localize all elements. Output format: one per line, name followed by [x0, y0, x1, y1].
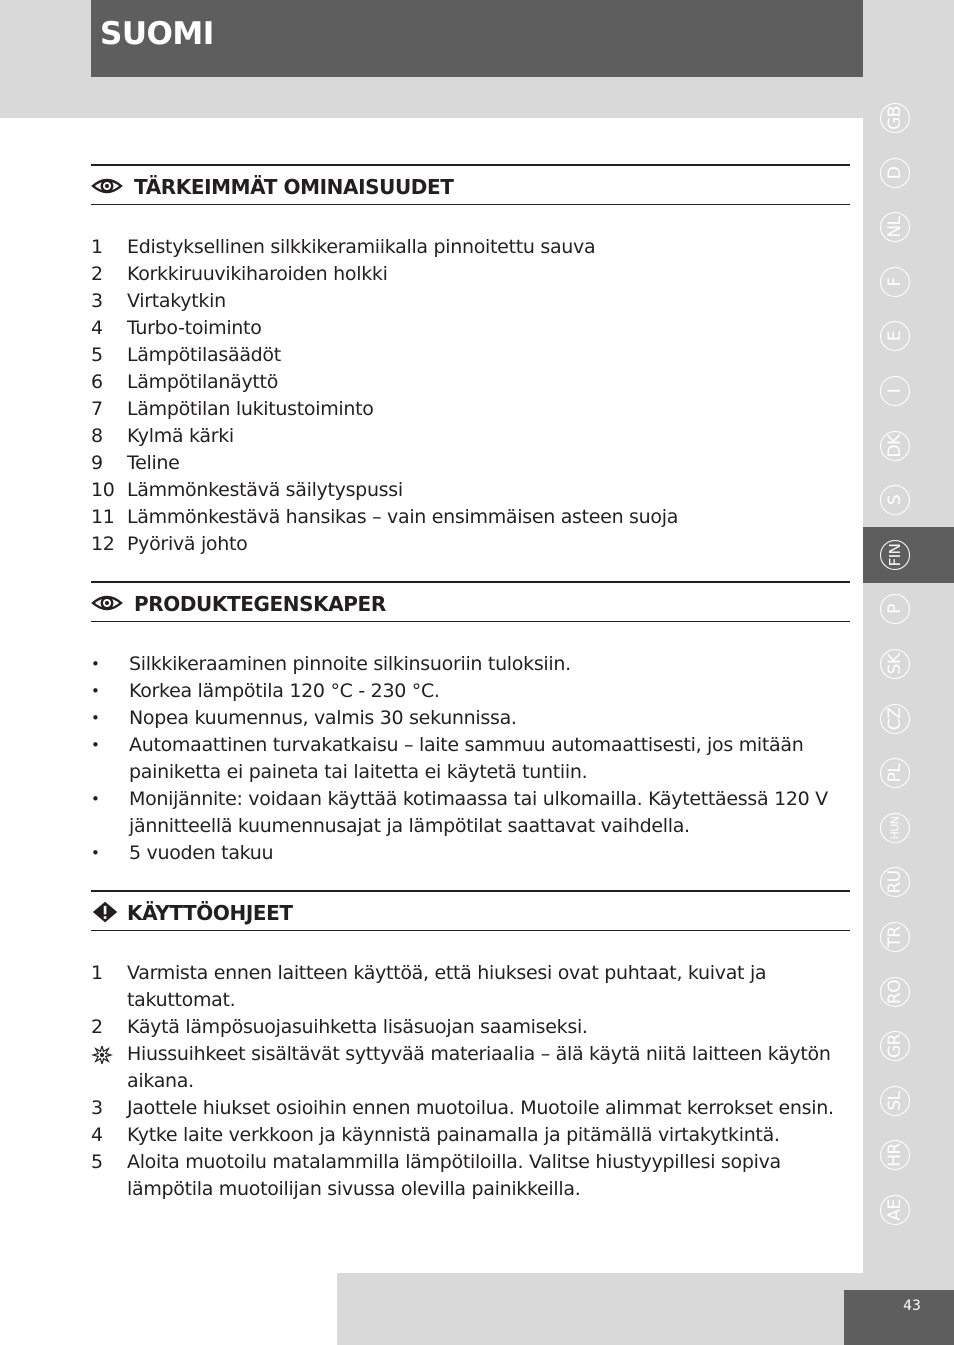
warning-diamond-icon	[91, 900, 121, 924]
language-tab-dk[interactable]	[880, 431, 910, 461]
page-number-box	[844, 1290, 954, 1345]
language-tab-label: GR	[885, 1034, 905, 1059]
bullet-item	[91, 705, 851, 732]
item-text: Kytke laite verkkoon ja käynnistä painamalla ja pitämällä virtakytkintä.	[127, 1124, 780, 1146]
instructions-title: KÄYTTÖOHJEET	[127, 901, 293, 925]
item-number: 4	[91, 1124, 103, 1146]
item-number: 2	[91, 1016, 103, 1038]
list-item	[91, 1122, 851, 1149]
language-tab-tr[interactable]	[880, 922, 910, 952]
bullet-item	[91, 732, 851, 786]
language-tab-label: TR	[885, 926, 905, 948]
language-tab-sk[interactable]	[880, 649, 910, 679]
language-tab-ae[interactable]	[880, 1195, 910, 1225]
item-text: Lämpötilan lukitustoiminto	[127, 398, 374, 420]
language-tab-gr[interactable]	[880, 1031, 910, 1061]
language-tab-label: FIN	[886, 543, 904, 567]
list-item	[91, 450, 851, 477]
item-number: 6	[91, 371, 103, 393]
language-tab-label: F	[885, 277, 905, 287]
language-sidebar	[863, 0, 954, 1345]
language-tab-ro[interactable]	[880, 977, 910, 1007]
properties-list	[91, 651, 851, 867]
item-number: 3	[91, 1097, 103, 1119]
features-heading	[91, 164, 850, 205]
language-tab-nl[interactable]	[880, 212, 910, 242]
language-tab-f[interactable]	[880, 267, 910, 297]
language-tab-label: HUN	[888, 816, 902, 840]
list-item	[91, 1014, 851, 1041]
language-tab-s[interactable]	[880, 485, 910, 515]
language-tab-label: RO	[885, 979, 905, 1004]
language-tab-label: SL	[885, 1091, 905, 1111]
list-item	[91, 369, 851, 396]
item-number: 4	[91, 317, 103, 339]
item-text: Lämpötilanäyttö	[127, 371, 279, 393]
item-number: 3	[91, 290, 103, 312]
item-text: 5 vuoden takuu	[129, 842, 274, 864]
list-item	[91, 1095, 851, 1122]
list-item	[91, 315, 851, 342]
language-tab-sl[interactable]	[880, 1086, 910, 1116]
list-item	[91, 234, 851, 261]
bullet-item	[91, 678, 851, 705]
item-number: 7	[91, 398, 103, 420]
language-tab-d[interactable]	[880, 158, 910, 188]
language-tab-i[interactable]	[880, 376, 910, 406]
bullet: •	[91, 655, 100, 673]
list-item	[91, 504, 851, 531]
item-text: Silkkikeraaminen pinnoite silkinsuoriin tuloksiin.	[129, 653, 571, 675]
list-item	[91, 288, 851, 315]
bullet: •	[91, 844, 100, 862]
item-number: 9	[91, 452, 103, 474]
item-text: Automaattinen turvakatkaisu – laite sammuu automaattisesti, jos mitään painiketta ei paineta tai laitetta ei käytetä tuntiin.	[129, 734, 804, 783]
properties-heading	[91, 581, 850, 622]
bullet: •	[91, 709, 100, 727]
properties-title: PRODUKTEGENSKAPER	[134, 592, 386, 616]
page-number: 43	[903, 1298, 921, 1314]
item-number: 8	[91, 425, 103, 447]
eye-icon	[91, 592, 123, 614]
instructions-heading	[91, 890, 850, 931]
language-tab-label: NL	[885, 216, 905, 238]
bullet: •	[91, 682, 100, 700]
item-text: Nopea kuumennus, valmis 30 sekunnissa.	[129, 707, 517, 729]
item-text: Korkea lämpötila 120 °C - 230 °C.	[129, 680, 440, 702]
list-item	[91, 1041, 851, 1095]
list-item	[91, 342, 851, 369]
list-item	[91, 477, 851, 504]
list-item	[91, 531, 851, 558]
language-tab-label: CZ	[885, 707, 905, 730]
language-tab-gb[interactable]	[880, 103, 910, 133]
instructions-list	[91, 960, 851, 1203]
language-tab-label: PL	[885, 763, 905, 783]
bullet-item	[91, 840, 851, 867]
bullet: •	[91, 736, 100, 754]
item-text: Virtakytkin	[127, 290, 226, 312]
list-item	[91, 396, 851, 423]
language-tab-label: DK	[885, 433, 905, 458]
item-number: 11	[91, 506, 115, 528]
item-number: 10	[91, 479, 115, 501]
bullet-item	[91, 786, 851, 840]
item-number: 1	[91, 236, 103, 258]
language-tab-label: SK	[885, 653, 905, 675]
features-title: TÄRKEIMMÄT OMINAISUUDET	[134, 175, 454, 199]
item-text: Korkkiruuvikiharoiden holkki	[127, 263, 388, 285]
item-text: Lämmönkestävä säilytyspussi	[127, 479, 403, 501]
item-text: Aloita muotoilu matalammilla lämpötiloilla. Valitse hiustyypillesi sopiva lämpötila muotoilijan sivussa olevilla painikkeilla.	[127, 1151, 781, 1200]
page-title: SUOMI	[100, 16, 214, 52]
item-text: Monijännite: voidaan käyttää kotimaassa tai ulkomailla. Käytettäessä 120 V jännitteellä kuumennusajat ja lämpötilat saattavat vaihdella.	[129, 788, 828, 837]
item-text: Käytä lämpösuojasuihketta lisäsuojan saamiseksi.	[127, 1016, 588, 1038]
item-number: 5	[91, 344, 103, 366]
language-tab-label: E	[885, 331, 905, 342]
item-text: Hiussuihkeet sisältävät syttyvää materiaalia – älä käytä niitä laitteen käytön aikana.	[127, 1043, 831, 1092]
language-tab-pl[interactable]	[880, 758, 910, 788]
item-number: 1	[91, 962, 103, 984]
item-text: Pyörivä johto	[127, 533, 248, 555]
item-text: Jaottele hiukset osioihin ennen muotoilua. Muotoile alimmat kerrokset ensin.	[127, 1097, 834, 1119]
bullet: •	[91, 790, 100, 808]
item-text: Lämpötilasäädöt	[127, 344, 281, 366]
item-number: 12	[91, 533, 115, 555]
language-tab-label: P	[885, 604, 905, 615]
item-number: 2	[91, 263, 103, 285]
features-list	[91, 234, 851, 558]
spark-icon	[91, 1046, 113, 1064]
eye-icon	[91, 175, 123, 197]
item-text: Turbo-toiminto	[127, 317, 262, 339]
item-text: Lämmönkestävä hansikas – vain ensimmäisen asteen suoja	[127, 506, 679, 528]
language-tab-label: HR	[885, 1143, 905, 1168]
list-item	[91, 261, 851, 288]
language-tab-label: GB	[885, 106, 905, 130]
item-text: Kylmä kärki	[127, 425, 234, 447]
list-item	[91, 423, 851, 450]
language-tab-fin[interactable]	[880, 540, 910, 570]
language-tab-hun[interactable]	[880, 813, 910, 843]
bullet-item	[91, 651, 851, 678]
header-bar	[91, 0, 863, 77]
item-number: 5	[91, 1151, 103, 1173]
item-text: Teline	[127, 452, 180, 474]
language-tab-cz[interactable]	[880, 704, 910, 734]
list-item	[91, 1149, 851, 1203]
list-item	[91, 960, 851, 1014]
language-tab-label: RU	[885, 870, 905, 895]
language-tab-label: D	[885, 166, 905, 179]
language-tab-label: S	[885, 495, 905, 506]
item-text: Edistyksellinen silkkikeramiikalla pinnoitettu sauva	[127, 236, 596, 258]
language-tab-label: I	[885, 388, 905, 394]
item-text: Varmista ennen laitteen käyttöä, että hiuksesi ovat puhtaat, kuivat ja takuttomat.	[127, 962, 767, 1011]
language-tab-label: AE	[885, 1199, 905, 1221]
